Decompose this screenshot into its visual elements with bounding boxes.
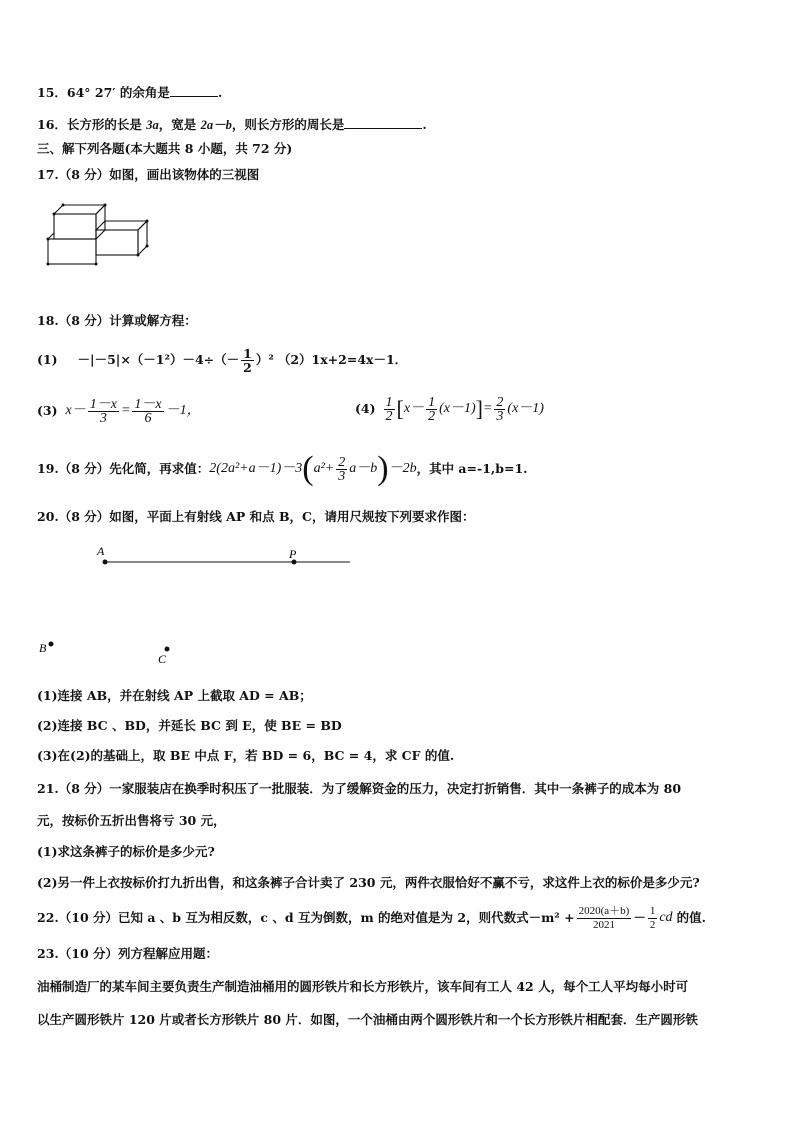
- q20-ray-figure: [30, 540, 370, 670]
- q18-p1-label: (1): [37, 352, 58, 367]
- q20-step-1: (1)连接 AB，并在射线 AP 上截取 AD = AB；: [37, 688, 312, 703]
- q22-f2-num: 1: [649, 904, 656, 917]
- q19-paren-close: ): [377, 450, 389, 487]
- q22-f1-den: 2021: [592, 918, 615, 931]
- point-b: [49, 642, 54, 647]
- q19-suffix: ，其中 a=-1,b=1.: [416, 461, 528, 476]
- q18-p4-frac3: [494, 396, 505, 423]
- q23-line-1: 油桶制造厂的某车间主要负责生产制造油桶用的圆形铁片和长方形铁片，该车间有工人 42 人，每个工人平均每小时可: [37, 979, 689, 994]
- q18-p3-tail: －1，: [165, 403, 201, 418]
- question-16: [37, 116, 427, 133]
- q18-part-4: [355, 389, 544, 429]
- q18-p3-x: x－: [65, 403, 86, 418]
- q18-p4-f2-den: 2: [428, 408, 436, 424]
- q18-p4-in2: (x－1): [439, 401, 476, 416]
- question-20-title: 20.（8 分）如图，平面上有射线 AP 和点 B，C，请用尺规按下列要求作图：: [37, 509, 475, 524]
- q21-sub-1: (1)求这条裤子的标价是多少元?: [37, 844, 215, 859]
- q16-text-mid: ，宽是: [158, 117, 201, 132]
- q19-frac-den: 3: [338, 468, 346, 484]
- q18-p4-eq: =: [482, 401, 493, 416]
- label-p: P: [289, 547, 297, 561]
- label-b: B: [39, 641, 47, 655]
- q18-p1-frac-den: 2: [243, 359, 252, 375]
- q18-p3-eq: =: [120, 403, 131, 418]
- q18-p4-f3-num: 2: [496, 394, 504, 410]
- q23-line-2: 以生产圆形铁片 120 片或者长方形铁片 80 片．如图，一个油桶由两个圆形铁片和一个长方形铁片相配套．生产圆形铁: [37, 1012, 698, 1027]
- q18-p4-frac2: [426, 396, 437, 423]
- q15-text: 15．64° 27′ 的余角是: [37, 85, 170, 100]
- q19-expr-1: 2(2a²+a－1)－3: [209, 461, 303, 476]
- q18-p4-bracket-open: [: [396, 396, 404, 421]
- q18-p4-bracket-close: ]: [475, 396, 483, 421]
- q18-p4-tail: (x－1): [507, 401, 544, 416]
- q18-p3-f1-den: 3: [99, 410, 107, 426]
- q19-expr-3: a－b: [349, 461, 378, 476]
- q20-step-3: (3)在(2)的基础上，取 BE 中点 F，若 BD = 6，BC = 4，求 CF 的值.: [37, 748, 455, 763]
- q18-p1-tail: ）²: [255, 352, 274, 367]
- q22-f1-num: 2020(a＋b): [578, 904, 630, 917]
- q16-width: 2a－b: [200, 118, 232, 132]
- q18-p4-in1: x－: [403, 401, 425, 416]
- q18-p2: （2）1x+2=4x－1．: [277, 352, 408, 367]
- q19-paren-open: (: [302, 450, 314, 487]
- q21-line-1: 21.（8 分）一家服装店在换季时积压了一批服装．为了缓解资金的压力，决定打折销售．其中一条裤子的成本为 80: [37, 781, 682, 796]
- point-a: [103, 560, 108, 565]
- q18-p1-frac-num: 1: [243, 345, 252, 361]
- q22-prefix: 22.（10 分）已知 a 、b 互为相反数，c 、d 互为倒数，m 的绝对值是为 2，则代数式－m² +: [37, 910, 575, 925]
- q18-p3-f2-num: 1－x: [134, 396, 162, 412]
- q21-line-2: 元，按标价五折出售将亏 30 元，: [37, 813, 226, 828]
- q22-suffix: 的值.: [676, 910, 706, 925]
- q22-f2-den: 2: [649, 918, 656, 931]
- q18-p3-label: (3): [37, 403, 58, 418]
- q18-p4-frac1: [384, 396, 395, 423]
- question-18-title: 18.（8 分）计算或解方程：: [37, 313, 197, 328]
- q22-fraction-1: [577, 905, 632, 932]
- q15-period: .: [217, 85, 223, 100]
- q18-p1-fraction: [241, 347, 254, 374]
- q18-p3-f2-den: 6: [144, 410, 152, 426]
- q20-step-2: (2)连接 BC 、BD，并延长 BC 到 E，使 BE = BD: [37, 718, 342, 733]
- q19-expr-2: a²+: [313, 461, 335, 476]
- q16-answer-blank[interactable]: [344, 116, 422, 129]
- q19-frac-num: 2: [338, 454, 346, 470]
- q18-p4-f1-den: 2: [385, 408, 393, 424]
- q16-text: 16．长方形的长是: [37, 117, 147, 132]
- q23-title: 23.（10 分）列方程解应用题：: [37, 946, 218, 961]
- section-3-heading: 三、解下列各题(本大题共 8 小题，共 72 分): [37, 141, 293, 156]
- label-a: A: [97, 544, 105, 558]
- q22-minus: －: [633, 910, 646, 925]
- question-17: 17.（8 分）如图，画出该物体的三视图: [37, 167, 260, 182]
- q18-p3-frac1: [88, 398, 119, 425]
- question-22: [37, 898, 706, 938]
- q16-length: 3a: [146, 118, 159, 132]
- q19-prefix: 19.（8 分）先化简，再求值：: [37, 461, 210, 476]
- q18-p4-label: (4): [355, 401, 376, 416]
- q19-expr-4: －2b: [388, 461, 417, 476]
- q18-part-3: [37, 393, 201, 429]
- q17-cube-figure: [40, 196, 155, 271]
- q16-period: .: [422, 117, 427, 132]
- q16-text-tail: ，则长方形的周长是: [231, 117, 345, 132]
- question-15: [37, 84, 222, 101]
- question-19: [37, 449, 528, 489]
- q21-sub-2: (2)另一件上衣按标价打九折出售，和这条裤子合计卖了 230 元，两件衣服恰好不赢不亏，求这件上衣的标价是多少元?: [37, 875, 700, 890]
- label-c: C: [158, 652, 167, 666]
- q18-p4-f3-den: 3: [496, 408, 504, 424]
- q18-p1-expr: －|－5|×（－1²）－4÷（－: [77, 352, 240, 367]
- q19-fraction: [336, 456, 347, 483]
- q18-p4-f1-num: 1: [385, 394, 393, 410]
- q22-fraction-2: [648, 905, 658, 932]
- q18-parts-1-2: [37, 342, 407, 378]
- q15-answer-blank[interactable]: [170, 84, 218, 97]
- q18-p3-frac2: [132, 398, 163, 425]
- point-c: [165, 647, 170, 652]
- q18-p4-f2-num: 1: [428, 394, 436, 410]
- q18-p3-f1-num: 1－x: [89, 396, 117, 412]
- q22-cd: cd: [659, 910, 673, 925]
